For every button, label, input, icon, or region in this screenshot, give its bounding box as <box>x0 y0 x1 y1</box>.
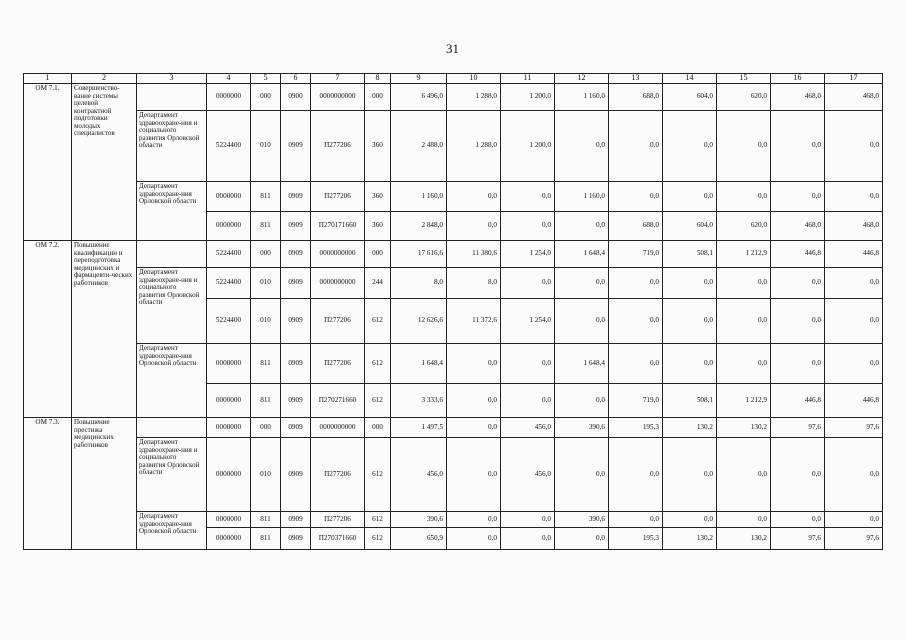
amount-cell: 688,0 <box>609 212 663 241</box>
budget-table <box>23 73 883 550</box>
code-cell: 5224400 <box>207 241 251 268</box>
amount-cell: 508,1 <box>663 241 717 268</box>
code-cell: 0909 <box>281 299 311 344</box>
code-cell: 000 <box>251 84 281 111</box>
code-cell: П277206 <box>311 299 365 344</box>
executor-cell <box>137 241 207 268</box>
amount-cell: 17 616,6 <box>391 241 447 268</box>
amount-cell: 0,0 <box>447 438 501 512</box>
amount-cell: 620,0 <box>717 212 771 241</box>
code-cell: 0000000000 <box>311 241 365 268</box>
code-cell: 0000000000 <box>311 418 365 438</box>
amount-cell: 719,0 <box>609 241 663 268</box>
code-cell: 000 <box>365 84 391 111</box>
amount-cell: 0,0 <box>771 512 825 528</box>
code-cell: 811 <box>251 384 281 418</box>
amount-cell: 0,0 <box>771 438 825 512</box>
amount-cell: 11 372,6 <box>447 299 501 344</box>
amount-cell: 1 212,9 <box>717 241 771 268</box>
code-cell: 000 <box>251 241 281 268</box>
code-cell: 811 <box>251 528 281 550</box>
amount-cell: 6 496,0 <box>391 84 447 111</box>
code-cell: 010 <box>251 268 281 299</box>
code-cell: 000 <box>365 241 391 268</box>
amount-cell: 195,3 <box>609 418 663 438</box>
amount-cell: 0,0 <box>663 512 717 528</box>
amount-cell: 446,8 <box>771 241 825 268</box>
amount-cell: 0,0 <box>447 512 501 528</box>
column-header: 3 <box>137 74 207 84</box>
amount-cell: 0,0 <box>501 182 555 212</box>
column-header: 1 <box>24 74 72 84</box>
column-header: 6 <box>281 74 311 84</box>
amount-cell: 0,0 <box>717 111 771 182</box>
code-cell: 0000000 <box>207 212 251 241</box>
amount-cell: 0,0 <box>717 344 771 384</box>
amount-cell: 0,0 <box>825 512 883 528</box>
code-cell: 612 <box>365 528 391 550</box>
amount-cell: 1 254,0 <box>501 241 555 268</box>
amount-cell: 0,0 <box>717 299 771 344</box>
amount-cell: 0,0 <box>447 528 501 550</box>
column-header: 7 <box>311 74 365 84</box>
amount-cell: 1 160,0 <box>391 182 447 212</box>
code-cell: 010 <box>251 111 281 182</box>
amount-cell: 0,0 <box>555 528 609 550</box>
amount-cell: 390,6 <box>555 512 609 528</box>
amount-cell: 0,0 <box>771 268 825 299</box>
amount-cell: 0,0 <box>609 299 663 344</box>
amount-cell: 1 648,4 <box>555 344 609 384</box>
table-row <box>24 438 883 512</box>
amount-cell: 195,3 <box>609 528 663 550</box>
table-body <box>24 74 883 550</box>
amount-cell: 0,0 <box>717 182 771 212</box>
code-cell: 811 <box>251 212 281 241</box>
amount-cell: 8,0 <box>391 268 447 299</box>
amount-cell: 1 497,5 <box>391 418 447 438</box>
executor-cell: Департамент здравоохране-ния и социального развития Орловской области <box>137 111 207 182</box>
amount-cell: 456,0 <box>501 418 555 438</box>
column-header: 15 <box>717 74 771 84</box>
executor-cell: Департамент здравоохране-ния Орловской области <box>137 182 207 241</box>
code-cell: 0909 <box>281 528 311 550</box>
code-cell: 0909 <box>281 111 311 182</box>
measure-code: ОМ 7.2. <box>24 241 72 418</box>
amount-cell: 0,0 <box>555 384 609 418</box>
executor-cell <box>137 418 207 438</box>
code-cell: 0000000 <box>207 512 251 528</box>
amount-cell: 0,0 <box>663 268 717 299</box>
measure-name: Совершенство-вание системы целевой контрактной подготовки молодых специалистов <box>72 84 137 241</box>
code-cell: П277206 <box>311 512 365 528</box>
amount-cell: 1 212,9 <box>717 384 771 418</box>
amount-cell: 0,0 <box>717 268 771 299</box>
code-cell: 612 <box>365 512 391 528</box>
code-cell: 5224400 <box>207 268 251 299</box>
amount-cell: 0,0 <box>663 182 717 212</box>
code-cell: 811 <box>251 344 281 384</box>
code-cell: 0909 <box>281 512 311 528</box>
amount-cell: 0,0 <box>609 512 663 528</box>
amount-cell: 0,0 <box>501 344 555 384</box>
amount-cell: 1 288,0 <box>447 111 501 182</box>
amount-cell: 97,6 <box>771 418 825 438</box>
code-cell: П277206 <box>311 111 365 182</box>
amount-cell: 468,0 <box>771 84 825 111</box>
amount-cell: 1 254,0 <box>501 299 555 344</box>
column-header: 16 <box>771 74 825 84</box>
amount-cell: 1 200,0 <box>501 84 555 111</box>
amount-cell: 0,0 <box>609 268 663 299</box>
code-cell: П277206 <box>311 182 365 212</box>
amount-cell: 0,0 <box>663 299 717 344</box>
page-number: 31 <box>446 41 459 56</box>
column-header: 8 <box>365 74 391 84</box>
amount-cell: 0,0 <box>501 528 555 550</box>
column-header: 11 <box>501 74 555 84</box>
column-header: 5 <box>251 74 281 84</box>
column-header: 2 <box>72 74 137 84</box>
table-row <box>24 111 883 182</box>
amount-cell: 0,0 <box>555 438 609 512</box>
code-cell: 0909 <box>281 344 311 384</box>
amount-cell: 0,0 <box>825 344 883 384</box>
amount-cell: 604,0 <box>663 212 717 241</box>
code-cell: 811 <box>251 512 281 528</box>
column-header: 12 <box>555 74 609 84</box>
code-cell: 244 <box>365 268 391 299</box>
amount-cell: 0,0 <box>771 299 825 344</box>
table-row <box>24 182 883 212</box>
amount-cell: 3 333,6 <box>391 384 447 418</box>
column-header: 13 <box>609 74 663 84</box>
amount-cell: 0,0 <box>447 418 501 438</box>
amount-cell: 97,6 <box>771 528 825 550</box>
code-cell: 612 <box>365 384 391 418</box>
code-cell: 0900 <box>281 84 311 111</box>
table-row <box>24 418 883 438</box>
amount-cell: 0,0 <box>663 111 717 182</box>
code-cell: 010 <box>251 299 281 344</box>
measure-name: Повышение квалификации и переподготовка медицинских и фармацевти-ческих работников <box>72 241 137 418</box>
amount-cell: 0,0 <box>501 512 555 528</box>
code-cell: 0000000 <box>207 438 251 512</box>
amount-cell: 130,2 <box>717 418 771 438</box>
amount-cell: 456,0 <box>501 438 555 512</box>
amount-cell: 1 648,4 <box>391 344 447 384</box>
table-row <box>24 344 883 384</box>
executor-cell: Департамент здравоохране-ния и социального развития Орловской области <box>137 438 207 512</box>
amount-cell: 97,6 <box>825 528 883 550</box>
amount-cell: 0,0 <box>825 268 883 299</box>
amount-cell: 0,0 <box>609 111 663 182</box>
amount-cell: 0,0 <box>825 438 883 512</box>
amount-cell: 0,0 <box>663 344 717 384</box>
amount-cell: 97,6 <box>825 418 883 438</box>
amount-cell: 0,0 <box>447 212 501 241</box>
table-row <box>24 241 883 268</box>
amount-cell: 2 848,0 <box>391 212 447 241</box>
amount-cell: 0,0 <box>609 344 663 384</box>
amount-cell: 8,0 <box>447 268 501 299</box>
code-cell: 5224400 <box>207 111 251 182</box>
amount-cell: 390,6 <box>391 512 447 528</box>
column-header: 10 <box>447 74 501 84</box>
amount-cell: 0,0 <box>555 268 609 299</box>
amount-cell: 0,0 <box>555 299 609 344</box>
code-cell: 0000000 <box>207 384 251 418</box>
amount-cell: 130,2 <box>663 418 717 438</box>
amount-cell: 2 488,0 <box>391 111 447 182</box>
amount-cell: 1 288,0 <box>447 84 501 111</box>
code-cell: 811 <box>251 182 281 212</box>
amount-cell: 446,8 <box>825 384 883 418</box>
code-cell: 0000000 <box>207 418 251 438</box>
amount-cell: 0,0 <box>447 182 501 212</box>
code-cell: 0000000 <box>207 528 251 550</box>
amount-cell: 1 200,0 <box>501 111 555 182</box>
amount-cell: 0,0 <box>609 438 663 512</box>
amount-cell: 446,8 <box>771 384 825 418</box>
code-cell: 0000000 <box>207 344 251 384</box>
code-cell: 000 <box>365 418 391 438</box>
code-cell: 0909 <box>281 212 311 241</box>
code-cell: 0909 <box>281 418 311 438</box>
amount-cell: 688,0 <box>609 84 663 111</box>
table-row <box>24 512 883 528</box>
amount-cell: 0,0 <box>771 344 825 384</box>
code-cell: П270371660 <box>311 528 365 550</box>
amount-cell: 11 380,6 <box>447 241 501 268</box>
table-row <box>24 84 883 111</box>
amount-cell: 1 160,0 <box>555 84 609 111</box>
amount-cell: 390,6 <box>555 418 609 438</box>
amount-cell: 12 626,6 <box>391 299 447 344</box>
table-row <box>24 268 883 299</box>
code-cell: П270271660 <box>311 384 365 418</box>
amount-cell: 468,0 <box>771 212 825 241</box>
code-cell: 0909 <box>281 182 311 212</box>
amount-cell: 0,0 <box>555 111 609 182</box>
amount-cell: 468,0 <box>825 84 883 111</box>
executor-cell: Департамент здравоохране-ния и социального развития Орловской области <box>137 268 207 344</box>
column-header: 17 <box>825 74 883 84</box>
column-header: 14 <box>663 74 717 84</box>
amount-cell: 0,0 <box>447 344 501 384</box>
code-cell: 0909 <box>281 438 311 512</box>
code-cell: 360 <box>365 212 391 241</box>
amount-cell: 0,0 <box>717 512 771 528</box>
code-cell: 000 <box>251 418 281 438</box>
code-cell: 010 <box>251 438 281 512</box>
amount-cell: 468,0 <box>825 212 883 241</box>
code-cell: 360 <box>365 111 391 182</box>
amount-cell: 130,2 <box>717 528 771 550</box>
code-cell: 612 <box>365 438 391 512</box>
amount-cell: 0,0 <box>501 384 555 418</box>
amount-cell: 0,0 <box>663 438 717 512</box>
code-cell: П277206 <box>311 438 365 512</box>
executor-cell: Департамент здравоохране-ния Орловской области <box>137 344 207 418</box>
code-cell: 0000000000 <box>311 268 365 299</box>
header-row <box>24 74 883 84</box>
amount-cell: 0,0 <box>555 212 609 241</box>
code-cell: 5224400 <box>207 299 251 344</box>
code-cell: 612 <box>365 299 391 344</box>
code-cell: П277206 <box>311 344 365 384</box>
amount-cell: 620,0 <box>717 84 771 111</box>
amount-cell: 0,0 <box>501 212 555 241</box>
amount-cell: 1 160,0 <box>555 182 609 212</box>
amount-cell: 508,1 <box>663 384 717 418</box>
amount-cell: 0,0 <box>501 268 555 299</box>
code-cell: 612 <box>365 344 391 384</box>
code-cell: 0000000 <box>207 84 251 111</box>
amount-cell: 0,0 <box>609 182 663 212</box>
code-cell: 0000000 <box>207 182 251 212</box>
amount-cell: 0,0 <box>825 111 883 182</box>
amount-cell: 0,0 <box>825 299 883 344</box>
measure-name: Повышение престижа медицинских работников <box>72 418 137 550</box>
code-cell: 0909 <box>281 268 311 299</box>
amount-cell: 1 648,4 <box>555 241 609 268</box>
amount-cell: 130,2 <box>663 528 717 550</box>
code-cell: 0909 <box>281 384 311 418</box>
measure-code: ОМ 7.3. <box>24 418 72 550</box>
column-header: 4 <box>207 74 251 84</box>
amount-cell: 0,0 <box>717 438 771 512</box>
amount-cell: 650,9 <box>391 528 447 550</box>
amount-cell: 446,8 <box>825 241 883 268</box>
amount-cell: 719,0 <box>609 384 663 418</box>
code-cell: П270171660 <box>311 212 365 241</box>
amount-cell: 0,0 <box>771 111 825 182</box>
measure-code: ОМ 7.1. <box>24 84 72 241</box>
amount-cell: 0,0 <box>447 384 501 418</box>
column-header: 9 <box>391 74 447 84</box>
executor-cell <box>137 84 207 111</box>
code-cell: 0000000000 <box>311 84 365 111</box>
amount-cell: 0,0 <box>825 182 883 212</box>
code-cell: 360 <box>365 182 391 212</box>
amount-cell: 0,0 <box>771 182 825 212</box>
code-cell: 0909 <box>281 241 311 268</box>
executor-cell: Департамент здравоохране-ния Орловской области <box>137 512 207 550</box>
amount-cell: 604,0 <box>663 84 717 111</box>
amount-cell: 456,0 <box>391 438 447 512</box>
